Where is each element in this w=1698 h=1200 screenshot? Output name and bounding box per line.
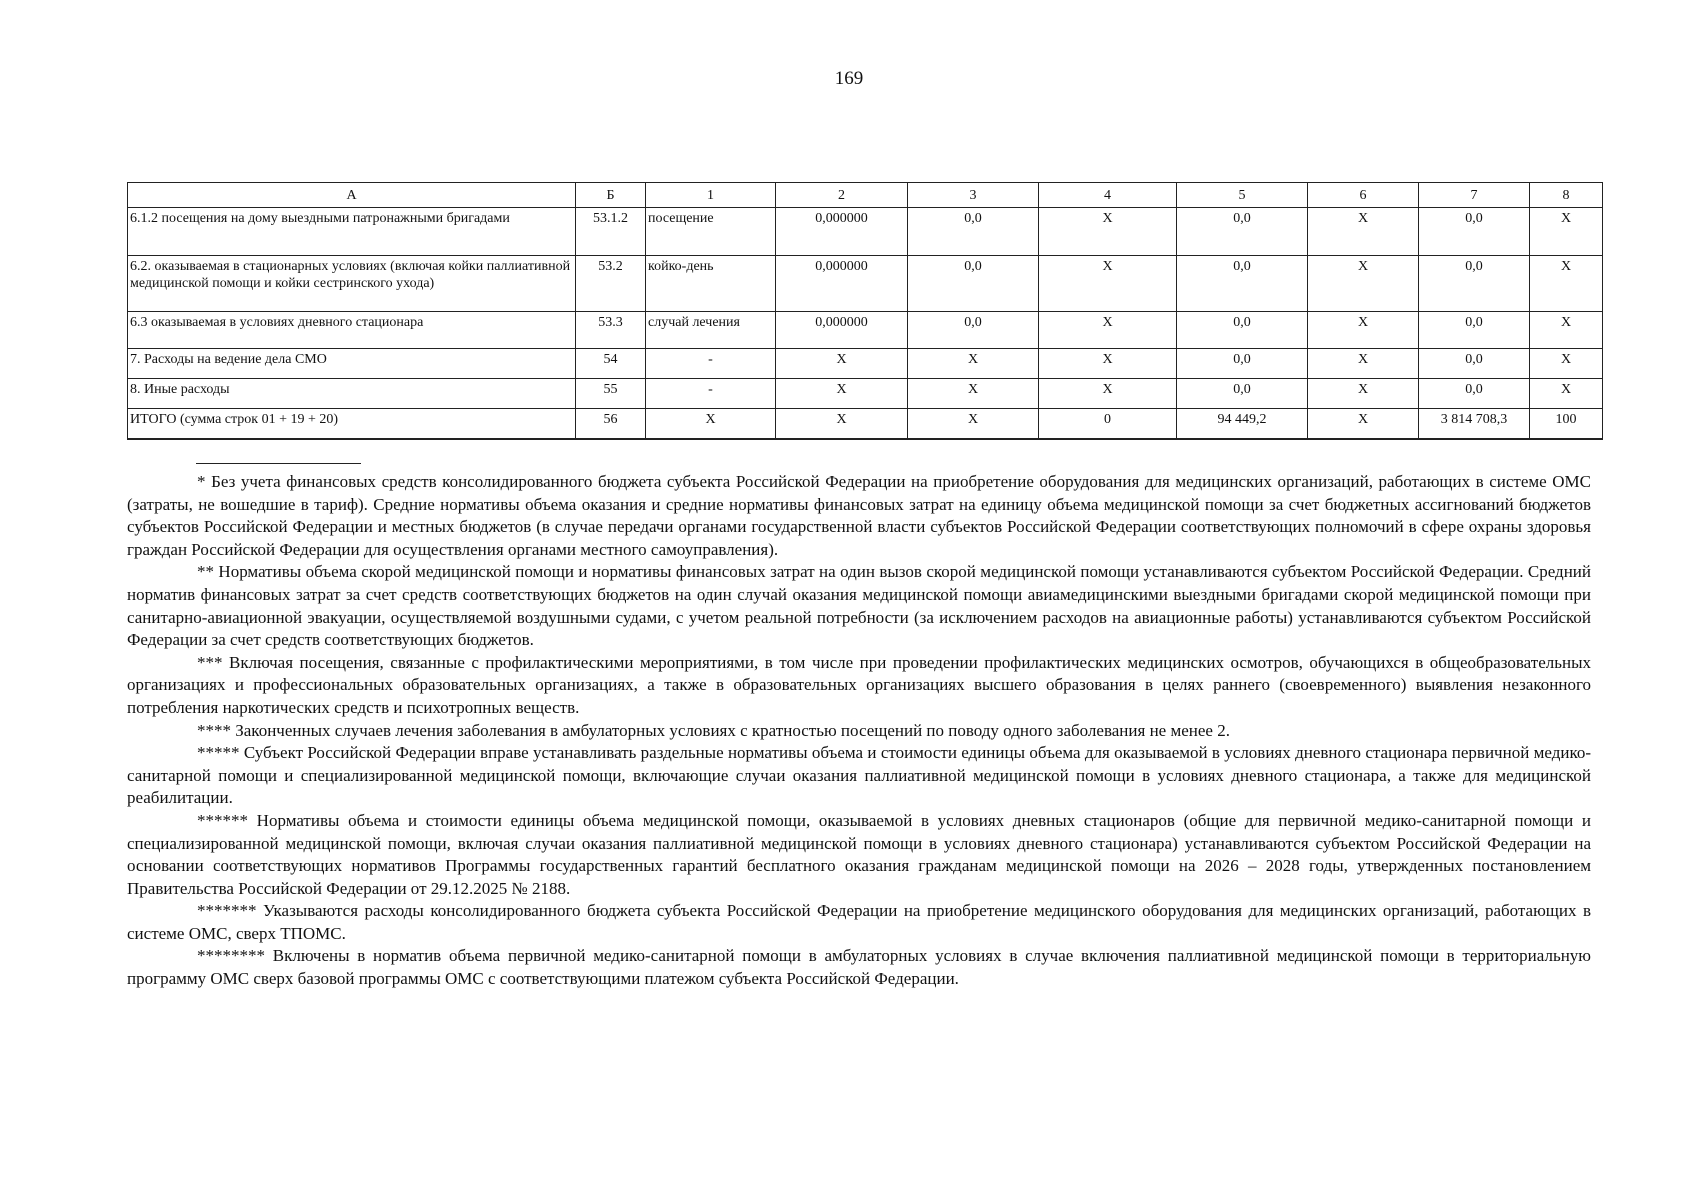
table-cell: X <box>1039 312 1177 349</box>
table-cell: 0,0 <box>908 312 1039 349</box>
row-code: 54 <box>576 349 646 379</box>
row-unit: посещение <box>646 208 776 256</box>
table-row <box>128 208 1603 256</box>
table-cell: X <box>1039 208 1177 256</box>
table-cell: X <box>1530 379 1603 409</box>
table-row <box>128 312 1603 349</box>
row-label: 8. Иные расходы <box>128 379 576 409</box>
table-cell: 0,0 <box>1419 256 1530 312</box>
header-cell: 5 <box>1177 183 1308 208</box>
table-cell: 0,0 <box>1419 349 1530 379</box>
table-row <box>128 349 1603 379</box>
row-code: 55 <box>576 379 646 409</box>
table-cell: X <box>776 349 908 379</box>
footnote: ******* Указываются расходы консолидированного бюджета субъекта Российской Федерации на приобретение медицинского оборудования для медицинских организаций, работающих в системе ОМС, сверх ТПОМС. <box>127 901 1591 943</box>
table-cell: 94 449,2 <box>1177 409 1308 439</box>
table-cell: X <box>1530 256 1603 312</box>
table-cell: 0,0 <box>1419 379 1530 409</box>
table-cell: 3 814 708,3 <box>1419 409 1530 439</box>
table-cell: 0,0 <box>1177 379 1308 409</box>
table-cell: X <box>908 379 1039 409</box>
footnote: ****** Нормативы объема и стоимости единицы объема медицинской помощи, оказываемой в условиях дневных стационаров (общие для первичной медико-санитарной помощи и специализированной медицинской помощи, включая случаи оказания паллиативной медицинской помощи в условиях дневного стационара) устанавливаются субъектом Российской Федерации на основании соответствующих нормативов Программы государственных гарантий бесплатного оказания гражданам медицинской помощи на 2026 – 2028 годы, утвержденных постановлением Правительства Российской Федерации от 29.12.2025 № 2188. <box>127 810 1591 898</box>
row-unit: - <box>646 349 776 379</box>
row-label: 6.2. оказываемая в стационарных условиях (включая койки паллиативной медицинской помощи и койки сестринского ухода) <box>128 256 576 312</box>
table-cell: X <box>1039 379 1177 409</box>
row-code: 53.2 <box>576 256 646 312</box>
footnote: * Без учета финансовых средств консолидированного бюджета субъекта Российской Федерации на приобретение оборудования для медицинских организаций, работающих в системе ОМС (затраты, не вошедшие в тариф). Средние нормативы объема оказания и средние нормативы финансовых затрат на единицу объема медицинской помощи за счет бюджетных ассигнований бюджетов субъектов Российской Федерации и местных бюджетов (в случае передачи органами государственной власти субъектов Российской Федерации соответствующих полномочий в сфере охраны здоровья граждан Российской Федерации для осуществления органами местного самоуправления). <box>127 472 1591 559</box>
table-cell: 0,0 <box>1177 312 1308 349</box>
table-cell: X <box>1308 208 1419 256</box>
footnote: *** Включая посещения, связанные с профилактическими мероприятиями, в том числе при проведении профилактических медицинских осмотров, обучающихся в общеобразовательных организациях и профессиональных образовательных организациях, а также в образовательных организациях высшего образования в целях раннего (своевременного) выявления незаконного потребления наркотических средств и психотропных веществ. <box>127 652 1591 717</box>
header-cell: 8 <box>1530 183 1603 208</box>
table-cell: X <box>908 349 1039 379</box>
table-cell: X <box>776 409 908 439</box>
table-cell: X <box>1530 208 1603 256</box>
table-cell: X <box>776 379 908 409</box>
table-cell: 0,0 <box>1177 349 1308 379</box>
row-code: 53.1.2 <box>576 208 646 256</box>
row-unit: - <box>646 379 776 409</box>
table-cell: 100 <box>1530 409 1603 439</box>
row-label: 7. Расходы на ведение дела СМО <box>128 349 576 379</box>
table-cell: 0,0 <box>1419 312 1530 349</box>
table-cell: 0,0 <box>908 256 1039 312</box>
expenses-table <box>127 182 1603 440</box>
row-code: 56 <box>576 409 646 439</box>
row-unit: случай лечения <box>646 312 776 349</box>
row-label: 6.1.2 посещения на дому выездными патронажными бригадами <box>128 208 576 256</box>
table-cell: X <box>1530 349 1603 379</box>
header-cell: 3 <box>908 183 1039 208</box>
header-cell: 1 <box>646 183 776 208</box>
table-cell: 0,0 <box>1177 208 1308 256</box>
table-cell: 0,0 <box>1177 256 1308 312</box>
footnote: ***** Субъект Российской Федерации вправе устанавливать раздельные нормативы объема и стоимости единицы объема для оказываемой в условиях дневного стационара первичной медико-санитарной помощи и специализированной медицинской помощи, включающие случаи оказания паллиативной медицинской помощи в условиях дневного стационара, а также для медицинской реабилитации. <box>127 743 1591 808</box>
table-total-row <box>128 409 1603 439</box>
table-cell: 0,0 <box>908 208 1039 256</box>
footnote: ** Нормативы объема скорой медицинской помощи и нормативы финансовых затрат на один вызов скорой медицинской помощи устанавливаются субъектом Российской Федерации. Средний норматив финансовых затрат за счет средств соответствующих бюджетов на один случай оказания медицинской помощи авиамедицинскими выездными бригадами скорой медицинской помощи при санитарно-авиационной эвакуации, осуществляемой воздушными судами, с учетом реальной потребности (за исключением расходов на авиационные работы) устанавливаются субъектом Российской Федерации за счет средств соответствующих бюджетов. <box>127 562 1591 650</box>
table-cell: X <box>1308 409 1419 439</box>
table-cell: 0,000000 <box>776 256 908 312</box>
footnote: ******** Включены в норматив объема первичной медико-санитарной помощи в амбулаторных условиях в случае включения паллиативной медицинской помощи в территориальную программу ОМС сверх базовой программы ОМС с соответствующими платежом субъекта Российской Федерации. <box>127 946 1591 989</box>
table-header-row <box>128 183 1603 208</box>
table-cell: X <box>1039 256 1177 312</box>
footnote: **** Законченных случаев лечения заболевания в амбулаторных условиях с кратностью посещений по поводу одного заболевания не менее 2. <box>197 720 1230 740</box>
row-code: 53.3 <box>576 312 646 349</box>
table-cell: X <box>1308 349 1419 379</box>
table-cell: X <box>1039 349 1177 379</box>
table-cell: X <box>1530 312 1603 349</box>
table-cell: 0,0 <box>1419 208 1530 256</box>
table-cell: 0 <box>1039 409 1177 439</box>
footnote-separator <box>196 463 361 464</box>
footnotes <box>127 471 1591 991</box>
table-cell: 0,000000 <box>776 208 908 256</box>
header-cell: 2 <box>776 183 908 208</box>
table-cell: 0,000000 <box>776 312 908 349</box>
table-row <box>128 256 1603 312</box>
header-cell: 6 <box>1308 183 1419 208</box>
page-number: 169 <box>834 68 864 89</box>
row-unit: X <box>646 409 776 439</box>
header-cell: 7 <box>1419 183 1530 208</box>
row-unit: койко-день <box>646 256 776 312</box>
table-cell: X <box>1308 256 1419 312</box>
table-cell: X <box>1308 379 1419 409</box>
header-cell: Б <box>576 183 646 208</box>
header-cell: 4 <box>1039 183 1177 208</box>
table-cell: X <box>1308 312 1419 349</box>
table-cell: X <box>908 409 1039 439</box>
header-cell: А <box>128 183 576 208</box>
row-label: 6.3 оказываемая в условиях дневного стационара <box>128 312 576 349</box>
row-label: ИТОГО (сумма строк 01 + 19 + 20) <box>128 409 576 439</box>
table-row <box>128 379 1603 409</box>
